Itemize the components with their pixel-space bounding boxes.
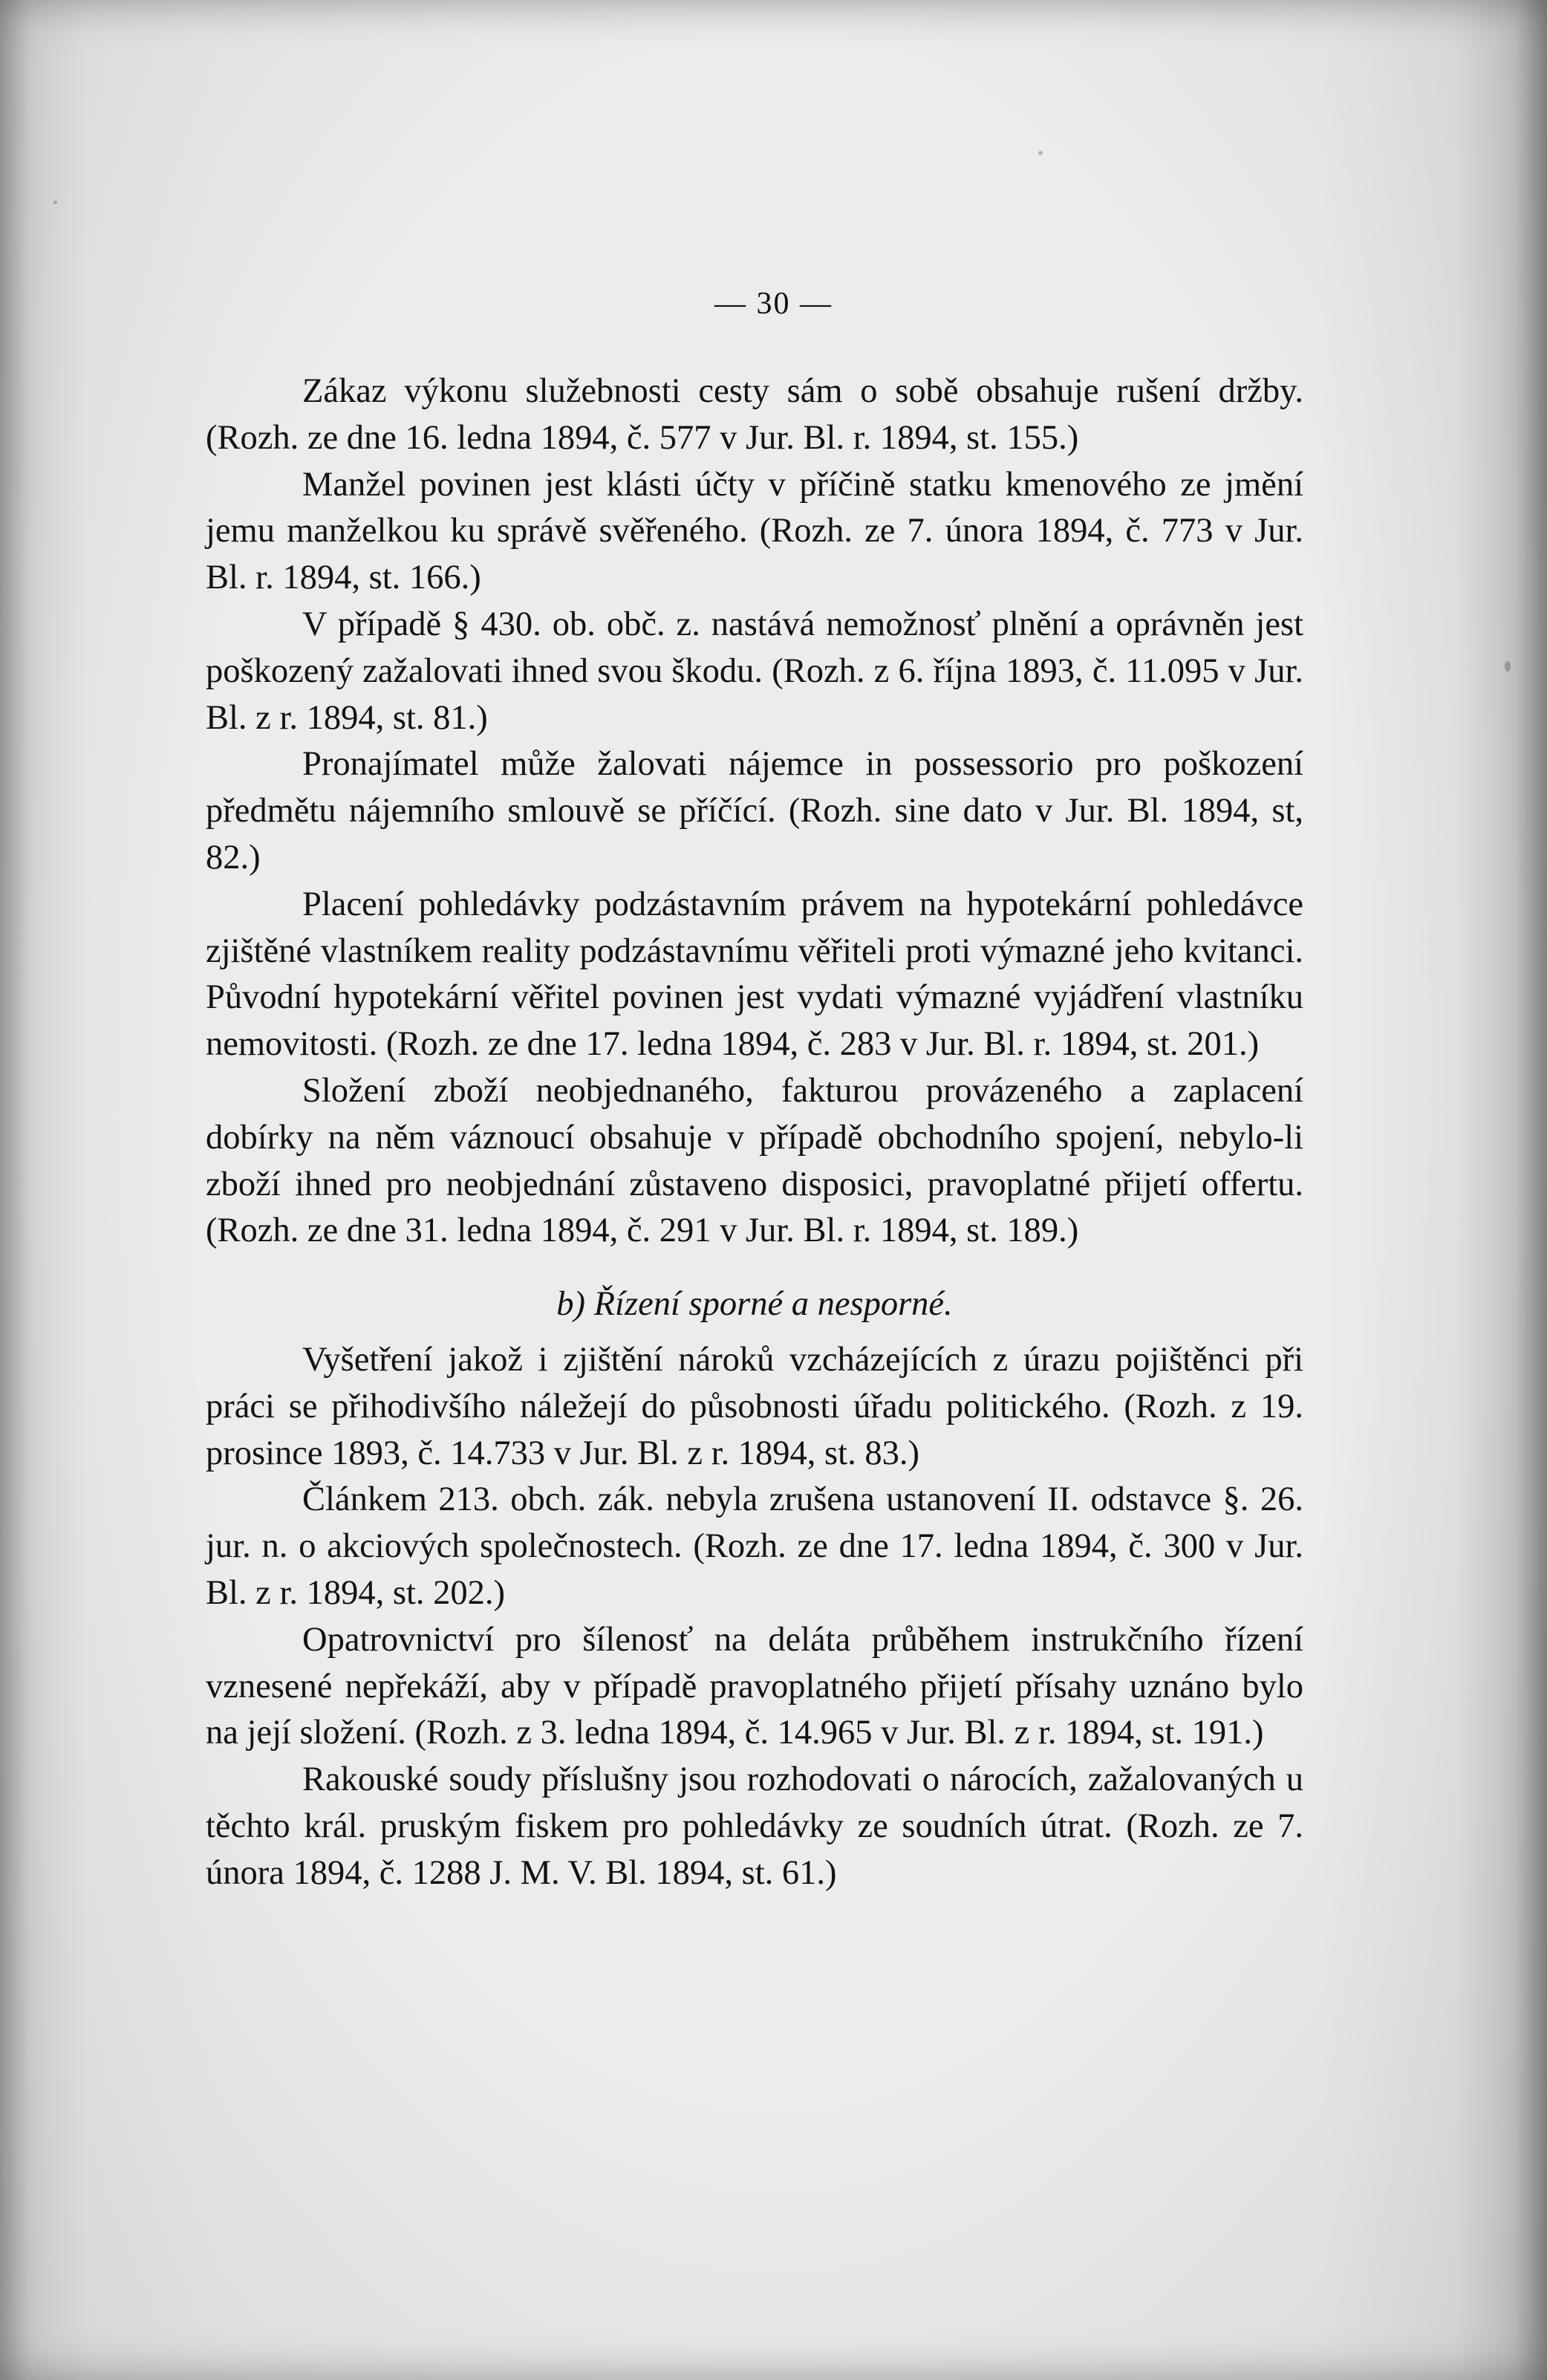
paper-speck	[1038, 151, 1043, 155]
paragraph: Manžel povinen jest klásti účty v příčině statku kmenového ze jmění jemu manželkou ku správě svěřeného. (Rozh. ze 7. února 1894, č. 773 v Jur. Bl. r. 1894, st. 166.)	[206, 465, 1303, 597]
paragraph: Vyšetření jakož i zjištění nároků vzcházejících z úrazu pojištěnci při práci se přihodivšího náležejí do působnosti úřadu politického. (Rozh. z 19. prosince 1893, č. 14.733 v Jur. Bl. z r. 1894, st. 83.)	[206, 1340, 1303, 1472]
paragraph: V případě § 430. ob. obč. z. nastává nemožnosť plnění a oprávněn jest poškozený zažalovati ihned svou škodu. (Rozh. z 6. října 1893, č. 11.095 v Jur. Bl. z r. 1894, st. 81.)	[206, 605, 1303, 737]
page-body	[206, 368, 1303, 1897]
paragraph: Rakouské soudy příslušny jsou rozhodovati o nárocích, zažalovaných u těchto král. pruským fiskem pro pohledávky ze soudních útrat. (Rozh. ze 7. února 1894, č. 1288 J. M. V. Bl. 1894, st. 61.)	[206, 1760, 1303, 1892]
paragraph: Článkem 213. obch. zák. nebyla zrušena ustanovení II. odstavce §. 26. jur. n. o akciových společnostech. (Rozh. ze dne 17. ledna 1894, č. 300 v Jur. Bl. z r. 1894, st. 202.)	[206, 1480, 1303, 1612]
page-number: — 30 —	[714, 287, 833, 321]
section-heading: b) Řízení sporné a nesporné.	[556, 1285, 953, 1324]
paragraph: Složení zboží neobjednaného, fakturou provázeného a zaplacení dobírky na něm váznoucí obsahuje v případě obchodního spojení, nebylo-li zboží ihned pro neobjednání zůstaveno disposici, pravoplatné přijetí offertu. (Rozh. ze dne 31. ledna 1894, č. 291 v Jur. Bl. r. 1894, st. 189.)	[206, 1071, 1303, 1250]
paper-speck	[53, 201, 57, 204]
paragraph: Zákaz výkonu služebnosti cesty sám o sobě obsahuje rušení držby. (Rozh. ze dne 16. ledna 1894, č. 577 v Jur. Bl. r. 1894, st. 155.)	[206, 372, 1303, 457]
paragraph: Placení pohledávky podzástavním právem na hypotekární pohledávce zjištěné vlastníkem reality podzástavnímu věřiteli proti výmazné jeho kvitanci. Původní hypotekární věřitel povinen jest vydati výmazné vyjádření vlastníku nemovitosti. (Rozh. ze dne 17. ledna 1894, č. 283 v Jur. Bl. r. 1894, st. 201.)	[206, 885, 1303, 1064]
paragraph: Pronajímatel může žalovati nájemce in possessorio pro poškození předmětu nájemního smlouvě se příčící. (Rozh. sine dato v Jur. Bl. 1894, st, 82.)	[206, 745, 1303, 877]
paragraph: Opatrovnictví pro šílenosť na deláta průběhem instrukčního řízení vznesené nepřekáží, aby v případě pravoplatného přijetí přísahy uznáno bylo na její složení. (Rozh. z 3. ledna 1894, č. 14.965 v Jur. Bl. z r. 1894, st. 191.)	[206, 1620, 1303, 1752]
paper-speck	[1505, 661, 1511, 672]
